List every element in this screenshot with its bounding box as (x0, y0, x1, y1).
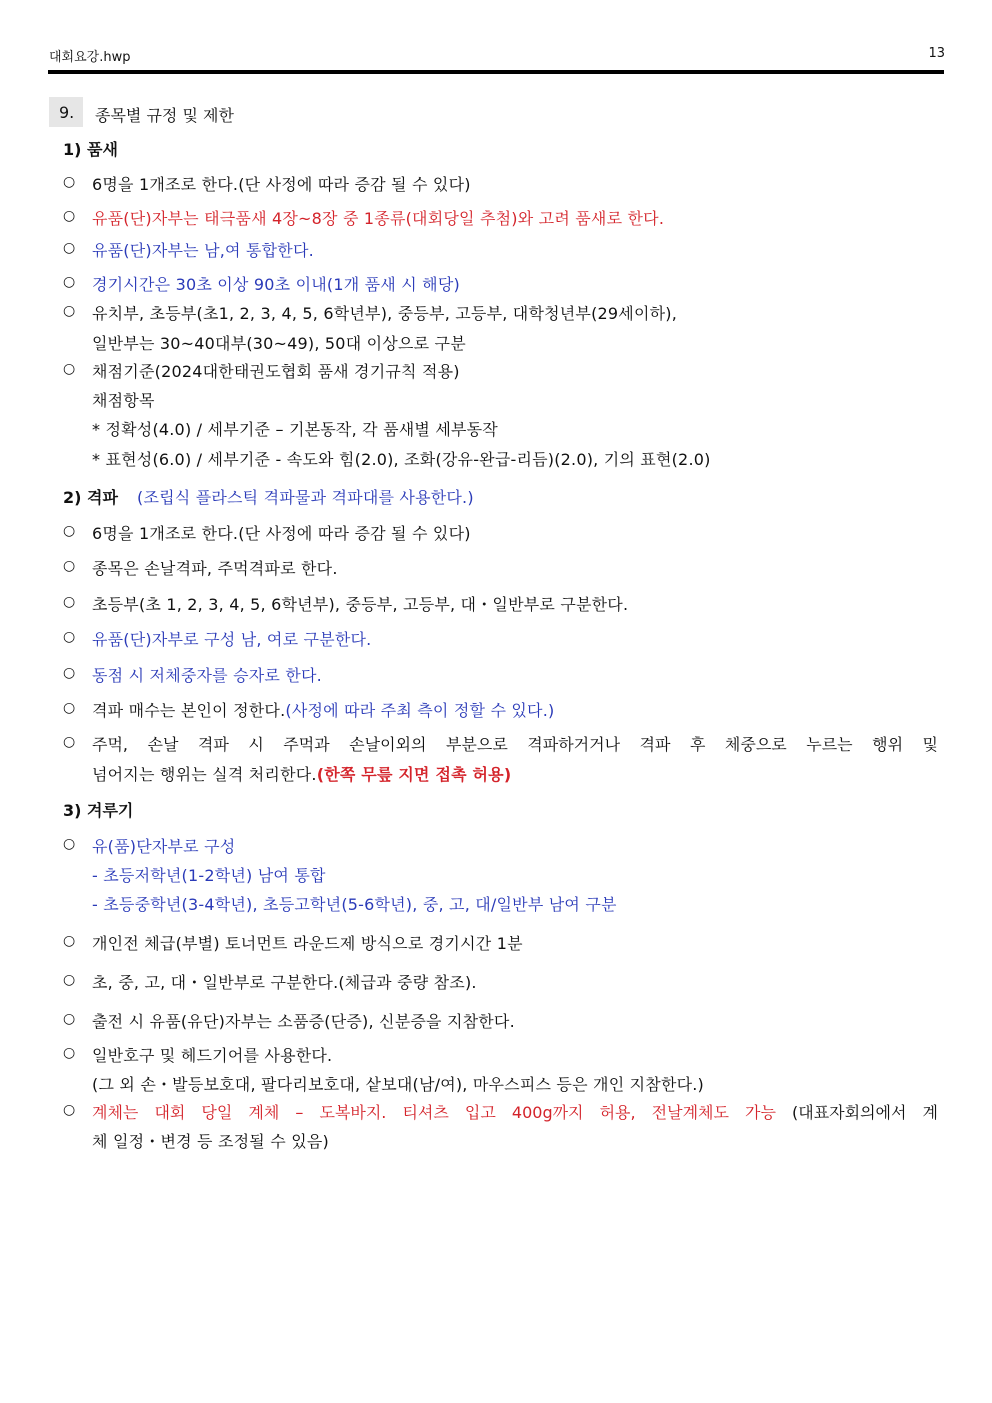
poomsae-item: 유품(단)자부는 태극품새 4장~8장 중 1종류(대회당일 추첨)와 고려 품새로 한다. (92, 209, 665, 228)
bullet-icon: ○ (63, 700, 76, 716)
poomsae-item: 6명을 1개조로 한다.(단 사정에 따라 증감 될 수 있다) (92, 175, 471, 194)
poomsae-item: 채점기준(2024대한태권도협회 품새 경기규칙 적용) (92, 362, 460, 381)
gyeorugi-item: 출전 시 유품(유단)자부는 소품증(단증), 신분증을 지참한다. (92, 1012, 515, 1031)
poomsae-item-continued: 일반부는 30~40대부(30~49), 50대 이상으로 구분 (92, 334, 466, 353)
gyeokpa-item-text: 격파 매수는 본인이 정한다. (92, 701, 286, 720)
bullet-icon: ○ (63, 1011, 76, 1027)
gyeorugi-item: 초, 중, 고, 대・일반부로 구분한다.(체급과 중량 참조). (92, 973, 477, 992)
weigh-in-note: (대표자회의에서 계 (792, 1103, 938, 1122)
gyeokpa-item: 종목은 손날격파, 주먹격파로 한다. (92, 559, 338, 578)
gyeokpa-item: 동점 시 저체중자를 승자로 한다. (92, 666, 322, 685)
gyeokpa-item: 유품(단)자부로 구성 남, 여로 구분한다. (92, 630, 372, 649)
poomsae-heading: 1) 품새 (63, 140, 118, 159)
gyeorugi-item: 유(품)단자부로 구성 (92, 837, 236, 856)
gyeokpa-item-note: (사정에 따라 주최 측이 정할 수 있다.) (285, 701, 555, 720)
poomsae-item: 유치부, 초등부(초1, 2, 3, 4, 5, 6학년부), 중등부, 고등부, 대학청년부(29세이하), (92, 304, 677, 323)
gyeokpa-item-continued (92, 762, 511, 785)
gyeorugi-item-continued: 체 일정・변경 등 조정될 수 있음) (92, 1132, 329, 1151)
bullet-icon: ○ (63, 303, 76, 319)
knee-contact-note: (한쪽 무릎 지면 접촉 허용) (316, 765, 512, 784)
scoring-presentation: * 표현성(6.0) / 세부기준 - 속도와 힘(2.0), 조화(강유-완급-리듬)(2.0), 기의 표현(2.0) (92, 450, 711, 469)
weigh-in-text: 계체는 대회 당일 계체 – 도복바지. 티셔츠 입고 400g까지 허용, 전날계체도 가능 (92, 1103, 776, 1122)
gyeokpa-item: 초등부(초 1, 2, 3, 4, 5, 6학년부), 중등부, 고등부, 대・일반부로 구분한다. (92, 595, 629, 614)
gyeokpa-heading-note: (조립식 플라스틱 격파물과 격파대를 사용한다.) (137, 488, 474, 507)
bullet-icon: ○ (63, 734, 76, 750)
section-title: 종목별 규정 및 제한 (95, 106, 234, 125)
header-page-number: 13 (928, 46, 945, 61)
bullet-icon: ○ (63, 174, 76, 190)
gyeokpa-item: 6명을 1개조로 한다.(단 사정에 따라 증감 될 수 있다) (92, 524, 471, 543)
bullet-icon: ○ (63, 1102, 76, 1118)
bullet-icon: ○ (63, 240, 76, 256)
gyeorugi-heading: 3) 겨루기 (63, 801, 134, 820)
gyeorugi-item (92, 1100, 938, 1123)
bullet-icon: ○ (63, 523, 76, 539)
bullet-icon: ○ (63, 361, 76, 377)
disqualification-text: 넘어지는 행위는 실격 처리한다. (92, 765, 317, 784)
gyeorugi-item: 개인전 체급(부별) 토너먼트 라운드제 방식으로 경기시간 1분 (92, 934, 523, 953)
section-number: 9. (59, 103, 75, 122)
gyeorugi-subitem: - 초등중학년(3-4학년), 초등고학년(5-6학년), 중, 고, 대/일반부 남여 구분 (92, 895, 617, 914)
bullet-icon: ○ (63, 1045, 76, 1061)
scoring-accuracy: * 정확성(4.0) / 세부기준 – 기본동작, 각 품새별 세부동작 (92, 420, 498, 439)
bullet-icon: ○ (63, 274, 76, 290)
bullet-icon: ○ (63, 836, 76, 852)
gyeokpa-heading: 2) 격파 (63, 488, 118, 507)
gyeokpa-item: 주먹, 손날 격파 시 주먹과 손날이외의 부분으로 격파하거거나 격파 후 체중으로 누르는 행위 및 (92, 735, 938, 754)
gyeorugi-subitem: - 초등저학년(1-2학년) 남여 통합 (92, 866, 326, 885)
poomsae-item: 경기시간은 30초 이상 90초 이내(1개 품새 시 해당) (92, 275, 460, 294)
bullet-icon: ○ (63, 594, 76, 610)
scoring-items-label: 채점항목 (92, 391, 155, 410)
header-filename: 대회요강.hwp (49, 50, 131, 65)
bullet-icon: ○ (63, 558, 76, 574)
bullet-icon: ○ (63, 208, 76, 224)
gyeokpa-item (92, 698, 554, 721)
bullet-icon: ○ (63, 665, 76, 681)
poomsae-item: 유품(단)자부는 남,여 통합한다. (92, 241, 314, 260)
bullet-icon: ○ (63, 629, 76, 645)
gyeorugi-item: 일반호구 및 헤드기어를 사용한다. (92, 1046, 333, 1065)
bullet-icon: ○ (63, 933, 76, 949)
header-rule (48, 70, 944, 74)
gyeorugi-item-continued: (그 외 손・발등보호대, 팔다리보호대, 샅보대(남/여), 마우스피스 등은 개인 지참한다.) (92, 1075, 704, 1094)
bullet-icon: ○ (63, 972, 76, 988)
